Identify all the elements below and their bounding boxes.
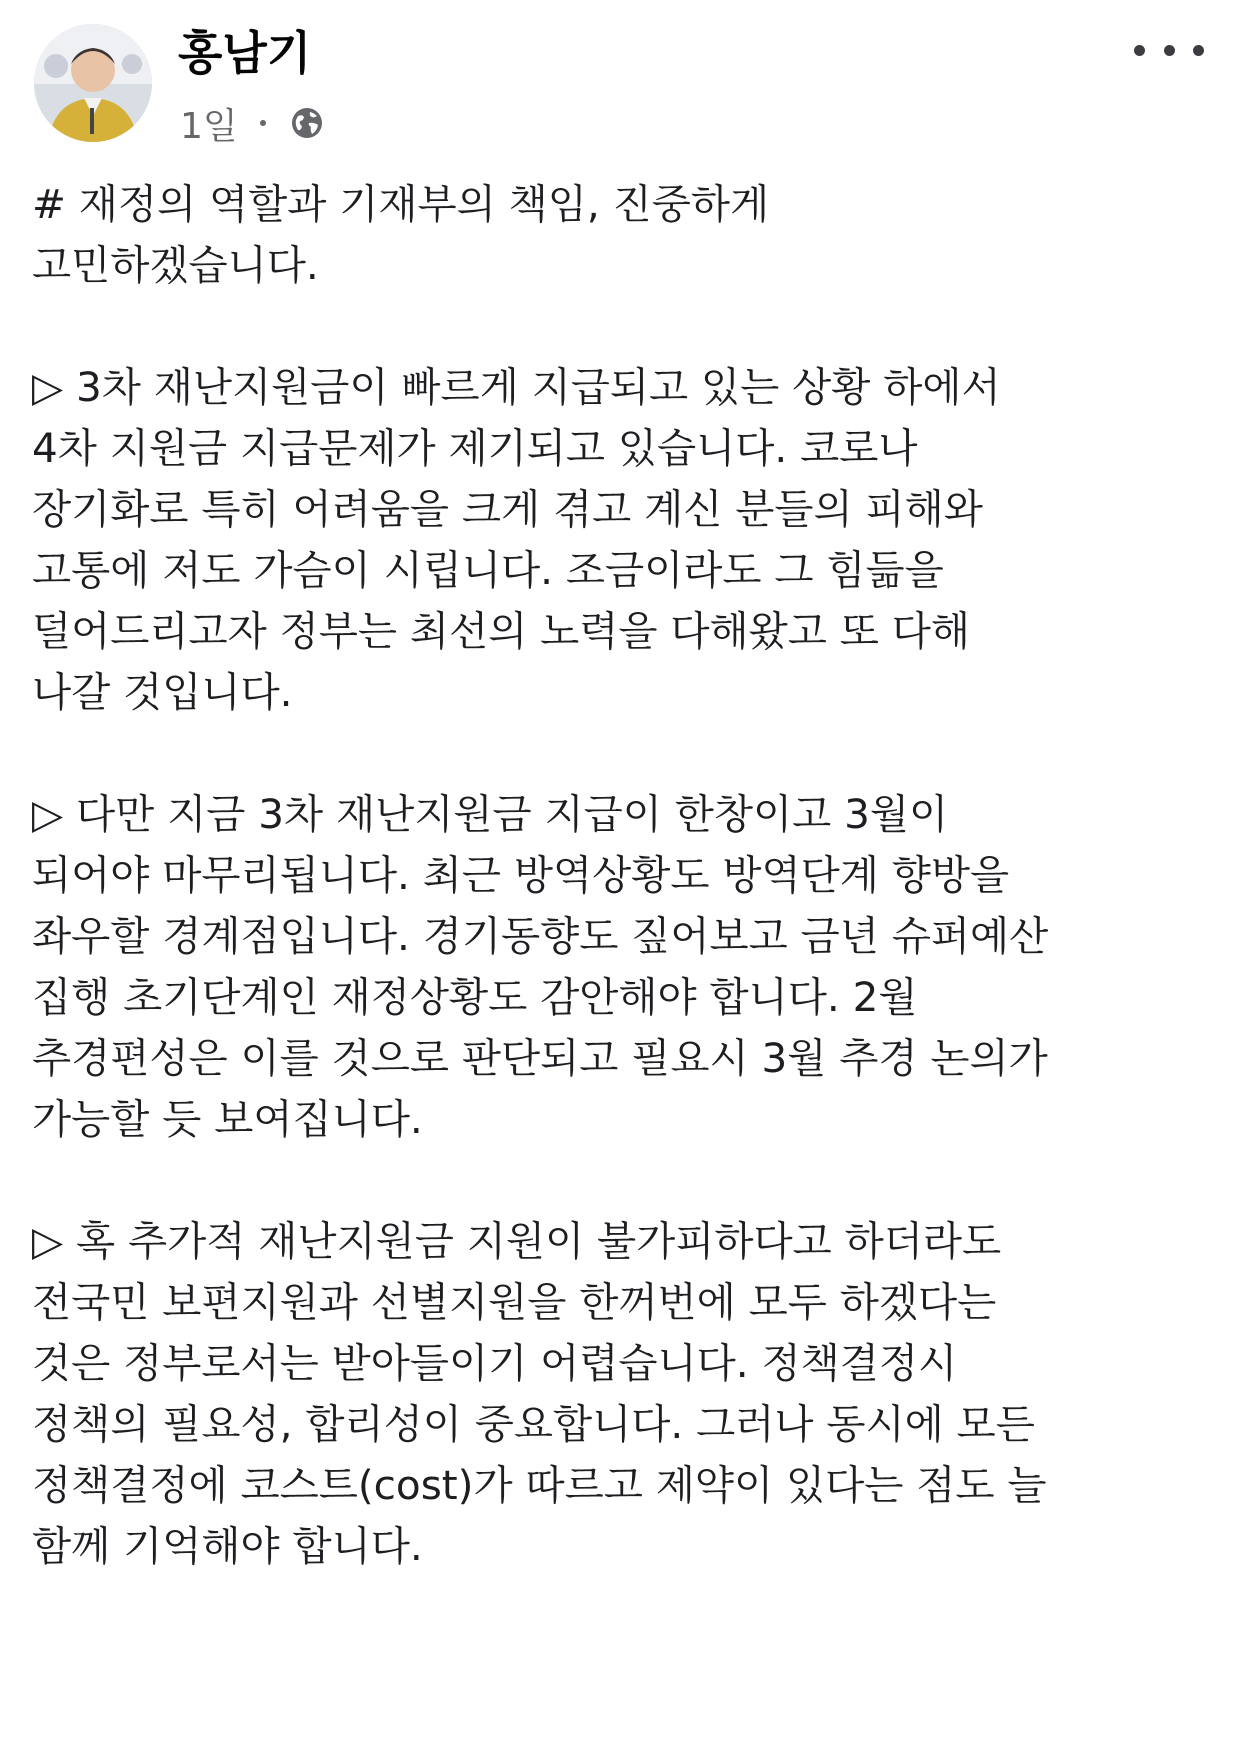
post-text-line: 고민하겠습니다. <box>32 241 319 289</box>
more-options-button[interactable] <box>1134 30 1204 70</box>
post-text-line: 장기화로 특히 어려움을 크게 겪고 계신 분들의 피해와 <box>32 485 983 533</box>
post-text-line: 집행 초기단계인 재정상황도 감안해야 합니다. 2월 <box>32 973 918 1021</box>
paragraph-gap <box>32 1150 1212 1211</box>
post-text-line: 4차 지원금 지급문제가 제기되고 있습니다. 코로나 <box>32 424 918 472</box>
meta-separator-dot <box>260 120 266 126</box>
author-name[interactable]: 홍남기 <box>178 26 312 80</box>
post-text-line: 좌우할 경계점입니다. 경기동향도 짚어보고 금년 슈퍼예산 <box>32 912 1049 960</box>
more-horizontal-icon <box>1134 45 1145 56</box>
globe-icon[interactable] <box>290 106 324 140</box>
post-meta <box>180 98 324 148</box>
post-body <box>32 174 1212 1577</box>
post-text-line: 고통에 저도 가슴이 시립니다. 조금이라도 그 힘듦을 <box>32 546 944 594</box>
paragraph-gap <box>32 296 1212 357</box>
post-text-line: ▷ 3차 재난지원금이 빠르게 지급되고 있는 상황 하에서 <box>32 363 1001 411</box>
more-horizontal-icon <box>1164 45 1175 56</box>
profile-photo <box>34 24 152 142</box>
post-text-line: ▷ 혹 추가적 재난지원금 지원이 불가피하다고 하더라도 <box>32 1217 1002 1265</box>
post-text-line: 되어야 마무리됩니다. 최근 방역상황도 방역단계 향방을 <box>32 851 1010 899</box>
post-text-line: 가능할 듯 보여집니다. <box>32 1095 423 1143</box>
post-text-line: 것은 정부로서는 받아들이기 어렵습니다. 정책결정시 <box>32 1339 958 1387</box>
post-text-line: 정책의 필요성, 합리성이 중요합니다. 그러나 동시에 모든 <box>32 1400 1035 1448</box>
post-header <box>34 24 1204 147</box>
avatar[interactable] <box>34 24 152 142</box>
post-text-line: 정책결정에 코스트(cost)가 따르고 제약이 있다는 점도 늘 <box>32 1461 1047 1509</box>
post-text-line: 나갈 것입니다. <box>32 668 293 716</box>
paragraph-gap <box>32 723 1212 784</box>
post-text-line: 추경편성은 이를 것으로 판단되고 필요시 3월 추경 논의가 <box>32 1034 1048 1082</box>
post-text-line: 함께 기억해야 합니다. <box>32 1522 423 1570</box>
post-text-line: # 재정의 역할과 기재부의 책임, 진중하게 <box>32 180 770 228</box>
more-horizontal-icon <box>1193 45 1204 56</box>
post-timestamp[interactable]: 1일 <box>180 105 238 147</box>
post-text-line: 덜어드리고자 정부는 최선의 노력을 다해왔고 또 다해 <box>32 607 970 655</box>
post-text-line: ▷ 다만 지금 3차 재난지원금 지급이 한창이고 3월이 <box>32 790 949 838</box>
post-text-line: 전국민 보편지원과 선별지원을 한꺼번에 모두 하겠다는 <box>32 1278 997 1326</box>
